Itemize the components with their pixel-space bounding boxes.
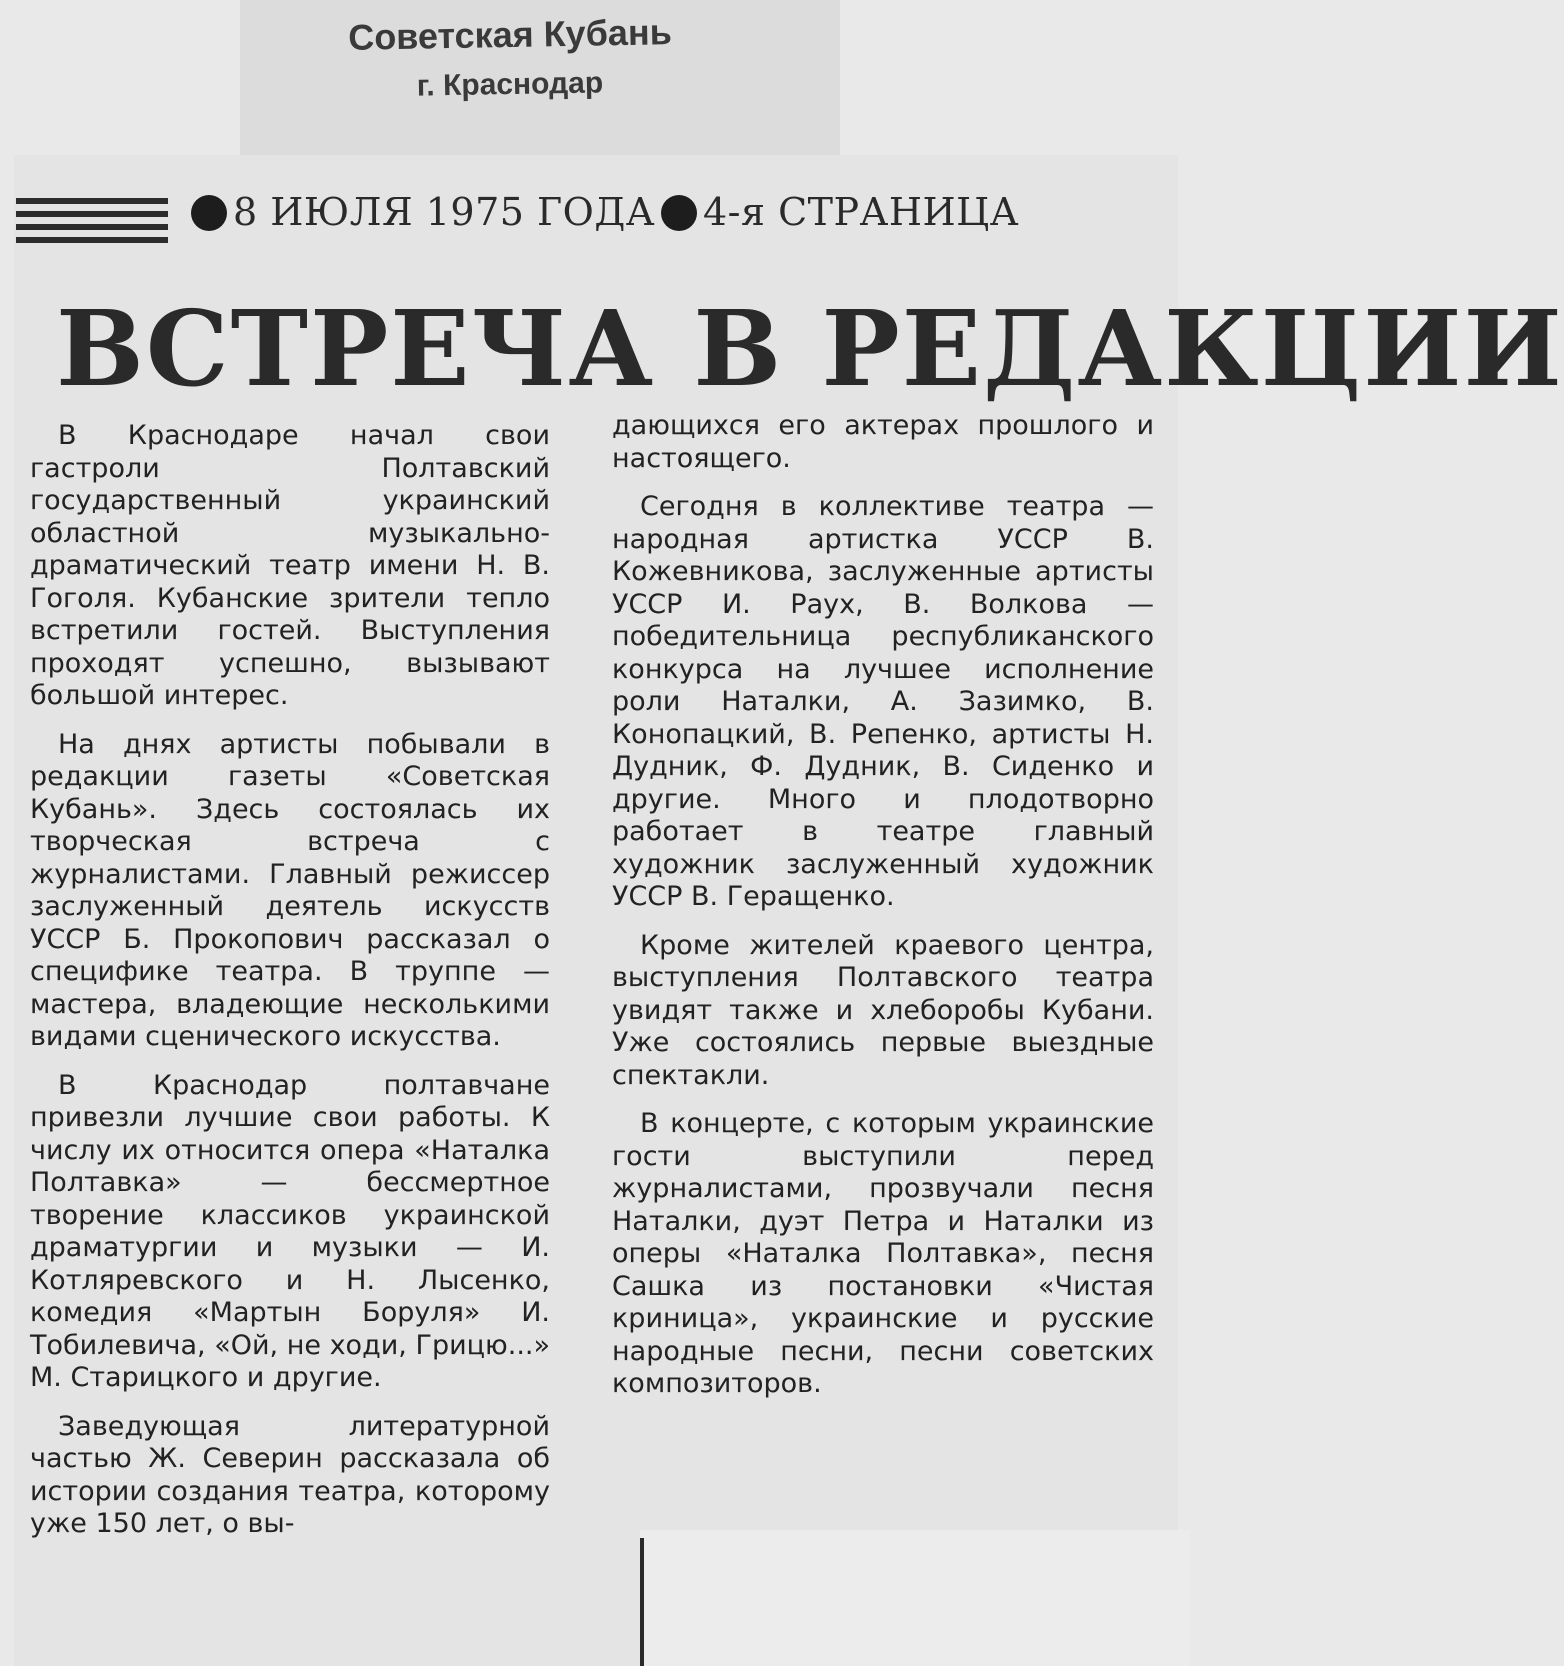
bullet-icon: [191, 195, 227, 231]
paragraph: Заведующая литературной частью Ж. Северин рассказала об истории создания театра, которому уже 150 лет, о вы-: [30, 1410, 550, 1539]
cut-off-area: [640, 1530, 1190, 1666]
newspaper-stamp-title: Советская Кубань: [347, 11, 673, 58]
paragraph: На днях артисты побывали в редакции газеты «Советская Кубань». Здесь состоялась их творческая встреча с журналистами. Главный режиссер заслуженный деятель искусств УССР Б. Прокопович рассказал о специфике театра. В труппе — мастера, владеющие несколькими видами сценического искусства.: [30, 728, 550, 1052]
paragraph: Кроме жителей краевого центра, выступления Полтавского театра увидят также и хлеборобы Кубани. Уже состоялись первые выездные спектакли.: [612, 929, 1154, 1091]
decorative-rule: [16, 211, 168, 217]
cut-mark-line: [640, 1538, 644, 1666]
page-number: 4-я СТРАНИЦА: [703, 190, 1020, 234]
paragraph: дающихся его актерах прошлого и настоящего.: [612, 410, 1154, 474]
dateline: [185, 190, 1165, 234]
bullet-icon: [661, 195, 697, 231]
article-column-left: [30, 420, 550, 1557]
issue-date: 8 ИЮЛЯ 1975 ГОДА: [233, 190, 655, 234]
paragraph: В концерте, с которым украинские гости выступили перед журналистами, прозвучали песня Наталки, дуэт Петра и Наталки из оперы «Наталка Полтавка», песня Сашка из постановки «Чистая криница», украинские и русские народные песни, песни советских композиторов.: [612, 1108, 1154, 1399]
paragraph: В Краснодаре начал свои гастроли Полтавский государственный украинский областной музыкально-драматический театр имени Н. В. Гоголя. Кубанские зрители тепло встретили гостей. Выступления проходят успешно, вызывают большой интерес.: [30, 420, 550, 711]
decorative-rule: [16, 224, 168, 230]
article-headline: ВСТРЕЧА В РЕДАКЦИИ: [56, 287, 1564, 410]
decorative-rule: [16, 237, 168, 243]
paragraph: В Краснодар полтавчане привезли лучшие свои работы. К числу их относится опера «Наталка Полтавка» — бессмертное творение классиков украинской драматургии и музыки — И. Котляревского и Н. Лысенко, комедия «Мартын Боруля» И. Тобилевича, «Ой, не ходи, Грицю...» М. Старицкого и другие.: [30, 1069, 550, 1393]
newspaper-stamp-city: г. Краснодар: [416, 66, 604, 103]
article-column-right: [612, 410, 1154, 1417]
decorative-rule: [16, 198, 168, 204]
paragraph: Сегодня в коллективе театра — народная артистка УССР В. Кожевникова, заслуженные артисты УССР И. Раух, В. Волкова — победительница республиканского конкурса на лучшее исполнение роли Наталки, А. Зазимко, В. Конопацкий, В. Репенко, артисты Н. Дудник, Ф. Дудник, В. Сиденко и другие. Много и плодотворно работает в театре главный художник заслуженный художник УССР В. Геращенко.: [612, 491, 1154, 912]
